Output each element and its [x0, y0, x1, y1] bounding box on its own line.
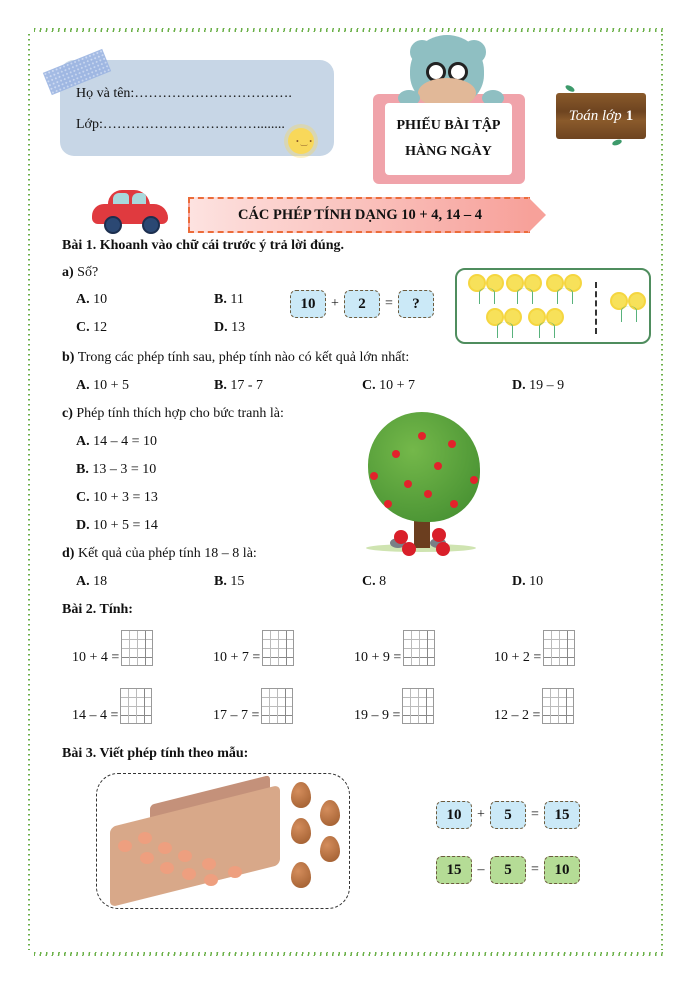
- egg-icon: [140, 852, 154, 864]
- option-letter: C.: [76, 320, 90, 335]
- banner-arrow-tip: [528, 197, 546, 233]
- operator-plus: +: [331, 296, 339, 311]
- leaf-icon: [564, 84, 575, 93]
- egg-icon: [178, 850, 192, 862]
- apple-icon: [436, 542, 450, 556]
- car-window-icon: [132, 193, 146, 204]
- option-c[interactable]: [76, 320, 107, 336]
- option-letter: A.: [76, 292, 90, 307]
- apple-icon: [402, 542, 416, 556]
- worksheet-title: [385, 103, 512, 175]
- option-letter: A.: [76, 378, 90, 393]
- option-letter: D.: [512, 378, 526, 393]
- topic-banner: CÁC PHÉP TÍNH DẠNG 10 + 4, 14 – 4: [188, 197, 530, 233]
- part-label: a): [62, 265, 74, 280]
- apple-icon: [404, 480, 412, 488]
- calc-item: [213, 630, 294, 666]
- option-b[interactable]: [76, 462, 156, 478]
- page-border-left: [28, 34, 30, 950]
- exercise1c-question: [62, 406, 284, 422]
- question-text: Số?: [73, 265, 99, 280]
- question-text: Kết quả của phép tính 18 – 8 là:: [74, 546, 257, 561]
- answer-grid-box[interactable]: [542, 688, 574, 724]
- option-value: 10: [89, 292, 108, 307]
- sun-face-icon: • ‿ •: [296, 137, 313, 146]
- option-value: 10: [525, 574, 544, 589]
- option-letter: C.: [362, 574, 376, 589]
- egg-icon: [291, 782, 311, 808]
- page-border-right: [661, 34, 663, 950]
- subject-wood-sign: [556, 93, 646, 139]
- option-b[interactable]: [214, 378, 263, 394]
- calc-expression: 19 – 9 =: [354, 708, 401, 723]
- result-box: 10: [544, 856, 580, 884]
- example-equation-a: [290, 290, 434, 318]
- option-a[interactable]: [76, 378, 129, 394]
- option-letter: C.: [362, 378, 376, 393]
- calc-expression: 10 + 7 =: [213, 650, 261, 665]
- page-border-top: [34, 28, 664, 32]
- option-a[interactable]: [76, 574, 107, 590]
- car-wheel-icon: [104, 216, 122, 234]
- apple-icon: [370, 472, 378, 480]
- option-d[interactable]: [512, 574, 543, 590]
- calc-expression: 10 + 4 =: [72, 650, 120, 665]
- grade-number: 1: [625, 107, 634, 124]
- apple-icon: [432, 528, 446, 542]
- option-d[interactable]: [214, 320, 245, 336]
- number-box: 5: [490, 856, 526, 884]
- example-equation-1: [436, 801, 580, 829]
- apple-icon: [470, 476, 478, 484]
- option-letter: B.: [214, 292, 227, 307]
- leaf-icon: [611, 138, 622, 146]
- option-value: 13: [227, 320, 246, 335]
- exercise2-title: Bài 2. Tính:: [62, 602, 133, 617]
- apple-icon: [448, 440, 456, 448]
- operator-equals: =: [531, 862, 539, 877]
- egg-icon: [320, 800, 340, 826]
- page-border-bottom: [34, 952, 664, 956]
- calc-expression: 12 – 2 =: [494, 708, 541, 723]
- operator-minus: –: [477, 862, 485, 877]
- result-box: 15: [544, 801, 580, 829]
- egg-icon: [182, 868, 196, 880]
- option-d[interactable]: [512, 378, 564, 394]
- dashed-divider: [595, 282, 597, 334]
- operator-plus: +: [477, 807, 485, 822]
- egg-icon: [291, 818, 311, 844]
- option-value: 18: [89, 574, 108, 589]
- answer-box[interactable]: ?: [398, 290, 434, 318]
- answer-grid-box[interactable]: [261, 688, 293, 724]
- option-value: 10 + 5 = 14: [89, 518, 158, 533]
- option-b[interactable]: [214, 292, 244, 308]
- option-letter: C.: [76, 490, 90, 505]
- calc-item: [354, 630, 435, 666]
- option-value: 10 + 3 = 13: [89, 490, 158, 505]
- option-letter: A.: [76, 574, 90, 589]
- number-box: 15: [436, 856, 472, 884]
- car-window-icon: [113, 193, 129, 204]
- option-letter: D.: [76, 518, 90, 533]
- calc-expression: 10 + 2 =: [494, 650, 542, 665]
- answer-grid-box[interactable]: [543, 630, 575, 666]
- option-c[interactable]: [362, 378, 415, 394]
- apple-icon: [384, 500, 392, 508]
- option-d[interactable]: [76, 518, 158, 534]
- exercise3-title: Bài 3. Viết phép tính theo mẫu:: [62, 746, 249, 761]
- calc-expression: 17 – 7 =: [213, 708, 260, 723]
- egg-icon: [204, 874, 218, 886]
- egg-icon: [118, 840, 132, 852]
- exercise1d-question: [62, 546, 257, 562]
- part-label: d): [62, 546, 75, 561]
- number-box: 10: [290, 290, 326, 318]
- option-value: 13 – 3 = 10: [88, 462, 157, 477]
- option-value: 15: [226, 574, 245, 589]
- answer-grid-box[interactable]: [120, 688, 152, 724]
- number-box: 2: [344, 290, 380, 318]
- option-value: 10 + 5: [89, 378, 130, 393]
- worksheet-title-line2: HÀNG NGÀY: [405, 144, 492, 159]
- student-class-field[interactable]: Lớp:……………………………........: [76, 117, 285, 132]
- exercise1b-question: [62, 350, 409, 366]
- answer-grid-box[interactable]: [403, 630, 435, 666]
- question-text: Trong các phép tính sau, phép tính nào có kết quả lớn nhất:: [74, 350, 410, 365]
- option-value: 10 + 7: [375, 378, 416, 393]
- option-value: 11: [226, 292, 244, 307]
- option-value: 19 – 9: [525, 378, 565, 393]
- calc-item: [494, 688, 574, 724]
- egg-icon: [160, 862, 174, 874]
- option-a[interactable]: [76, 292, 107, 308]
- egg-icon: [320, 836, 340, 862]
- egg-icon: [138, 832, 152, 844]
- egg-icon: [228, 866, 242, 878]
- number-box: 10: [436, 801, 472, 829]
- option-letter: D.: [512, 574, 526, 589]
- part-label: c): [62, 406, 73, 421]
- apple-icon: [450, 500, 458, 508]
- question-text: Phép tính thích hợp cho bức tranh là:: [72, 406, 284, 421]
- option-a[interactable]: [76, 434, 157, 450]
- apple-icon: [418, 432, 426, 440]
- calc-item: [354, 688, 434, 724]
- option-letter: A.: [76, 434, 90, 449]
- exercise1-title: Bài 1. Khoanh vào chữ cái trước ý trả lời đúng.: [62, 238, 344, 253]
- option-c[interactable]: [76, 490, 158, 506]
- example-equation-2: [436, 856, 580, 884]
- option-c[interactable]: [362, 574, 386, 590]
- student-name-field[interactable]: Họ và tên:…………………………….: [76, 86, 292, 101]
- egg-icon: [158, 842, 172, 854]
- answer-grid-box[interactable]: [121, 630, 153, 666]
- option-value: 17 - 7: [226, 378, 264, 393]
- part-label: b): [62, 350, 75, 365]
- calc-expression: 10 + 9 =: [354, 650, 402, 665]
- egg-icon: [291, 862, 311, 888]
- option-letter: B.: [214, 574, 227, 589]
- subject-label: Toán lớp: [568, 107, 622, 124]
- calc-item: [213, 688, 293, 724]
- egg-icon: [202, 858, 216, 870]
- calc-item: [72, 630, 153, 666]
- calc-expression: 14 – 4 =: [72, 708, 119, 723]
- calc-item: [494, 630, 575, 666]
- operator-equals: =: [385, 296, 393, 311]
- option-letter: D.: [214, 320, 228, 335]
- number-box: 5: [490, 801, 526, 829]
- apple-icon: [424, 490, 432, 498]
- apple-icon: [434, 462, 442, 470]
- apple-icon: [392, 450, 400, 458]
- car-wheel-icon: [142, 216, 160, 234]
- option-b[interactable]: [214, 574, 244, 590]
- answer-grid-box[interactable]: [402, 688, 434, 724]
- option-value: 8: [375, 574, 387, 589]
- worksheet-title-line1: PHIẾU BÀI TẬP: [396, 118, 501, 133]
- option-letter: B.: [214, 378, 227, 393]
- answer-grid-box[interactable]: [262, 630, 294, 666]
- exercise1a-question: [62, 265, 98, 281]
- option-value: 12: [89, 320, 108, 335]
- calc-item: [72, 688, 152, 724]
- option-value: 14 – 4 = 10: [89, 434, 158, 449]
- option-letter: B.: [76, 462, 89, 477]
- operator-equals: =: [531, 807, 539, 822]
